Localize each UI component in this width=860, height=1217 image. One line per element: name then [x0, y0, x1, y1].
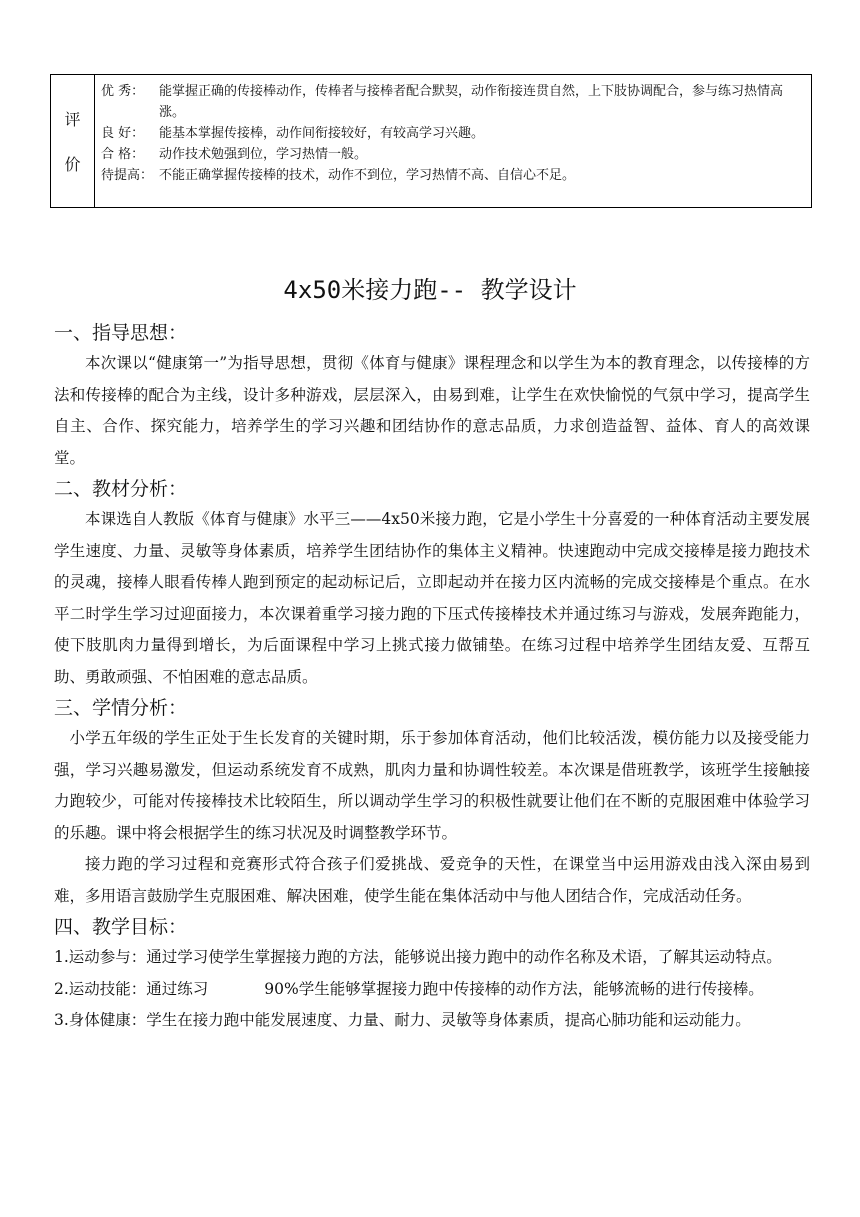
section-heading-material: 二、教材分析： — [54, 478, 188, 500]
material-paragraph: 本课选自人教版《体育与健康》水平三——4x50米接力跑，它是小学生十分喜爱的一种体育活动主要发展学生速度、力量、灵敏等身体素质，培养学生团结协作的集体主义精神。快速跑动中完成交接棒是接力跑技术的灵魂，接棒人眼看传棒人跑到预定的起动标记后，立即起动并在接力区内流畅的完成交接棒是个重点。在水平二时学生学习过迎面接力，本次课着重学习接力跑的下压式传接棒技术并通过练习与游戏，发展奔跑能力，使下肢肌肉力量得到增长，为后面课程中学习上挑式接力做铺垫。在练习过程中培养学生团结友爱、互帮互助、勇敢顽强、不怕困难的意志品质。 — [54, 510, 810, 686]
evaluation-criteria — [95, 75, 811, 207]
grade-label: 待提高： — [101, 168, 154, 183]
document-title: 4x50米接力跑-- 教学设计 — [283, 276, 577, 304]
grade-label: 良 好： — [101, 126, 145, 141]
evaluation-row-excellent — [101, 81, 803, 123]
grade-description: 不能正确掌握传接棒的技术，动作不到位，学习热情不高、自信心不足。 — [159, 168, 576, 183]
grade-description: 动作技术勉强到位，学习热情一般。 — [159, 147, 368, 162]
evaluation-label — [51, 75, 95, 207]
grade-label: 优 秀： — [101, 84, 145, 99]
evaluation-row-good — [101, 123, 803, 144]
objective-item-2 — [54, 974, 810, 1006]
section-heading-students: 三、学情分析： — [54, 697, 188, 719]
objective-item-2-rest: 90%学生能够掌握接力跑中传接棒的动作方法，能够流畅的进行传接棒。 — [264, 979, 764, 998]
document-body — [54, 318, 810, 1037]
students-paragraph-2: 接力跑的学习过程和竞赛形式符合孩子们爱挑战、爱竞争的天性，在课堂当中运用游戏由浅入深由易到难，多用语言鼓励学生克服困难、解决困难，使学生能在集体活动中与他人团结合作，完成活动任务。 — [54, 855, 810, 905]
section-heading-objectives: 四、教学目标： — [54, 916, 188, 938]
section-heading-guiding: 一、指导思想： — [54, 322, 188, 344]
grade-description: 能基本掌握传接棒，动作间衔接较好，有较高学习兴趣。 — [159, 126, 485, 141]
guiding-paragraph: 本次课以“健康第一”为指导思想，贯彻《体育与健康》课程理念和以学生为本的教育理念，以传接棒的方法和传接棒的配合为主线，设计多种游戏，层层深入，由易到难，让学生在欢快愉悦的气氛中学习，提高学生自主、合作、探究能力，培养学生的学习兴趣和团结协作的意志品质，力求创造益智、益体、育人的高效课堂。 — [54, 354, 810, 467]
evaluation-label-top: 评 — [64, 110, 81, 129]
objective-item-1: 1.运动参与：通过学习使学生掌握接力跑的方法，能够说出接力跑中的动作名称及术语，了解其运动特点。 — [54, 948, 782, 966]
evaluation-row-improve — [101, 165, 803, 186]
objective-item-3: 3.身体健康：学生在接力跑中能发展速度、力量、耐力、灵敏等身体素质，提高心肺功能和运动能力。 — [54, 1011, 751, 1029]
evaluation-table — [50, 74, 812, 208]
objective-item-2-lead: 2.运动技能：通过练习 — [54, 979, 209, 998]
grade-label: 合 格： — [101, 147, 145, 162]
students-paragraph-1: 小学五年级的学生正处于生长发育的关键时期，乐于参加体育活动，他们比较活泼，模仿能力以及接受能力强，学习兴趣易激发，但运动系统发育不成熟，肌肉力量和协调性较差。本次课是借班教学，该班学生接触接力跑较少，可能对传接棒技术比较陌生，所以调动学生学习的积极性就要让他们在不断的克服困难中体验学习的乐趣。课中将会根据学生的练习状况及时调整教学环节。 — [54, 729, 810, 842]
evaluation-row-pass — [101, 144, 803, 165]
evaluation-label-bottom: 价 — [64, 155, 81, 174]
grade-description: 能掌握正确的传接棒动作，传棒者与接棒者配合默契，动作衔接连贯自然，上下肢协调配合，参与练习热情高涨。 — [159, 84, 784, 120]
